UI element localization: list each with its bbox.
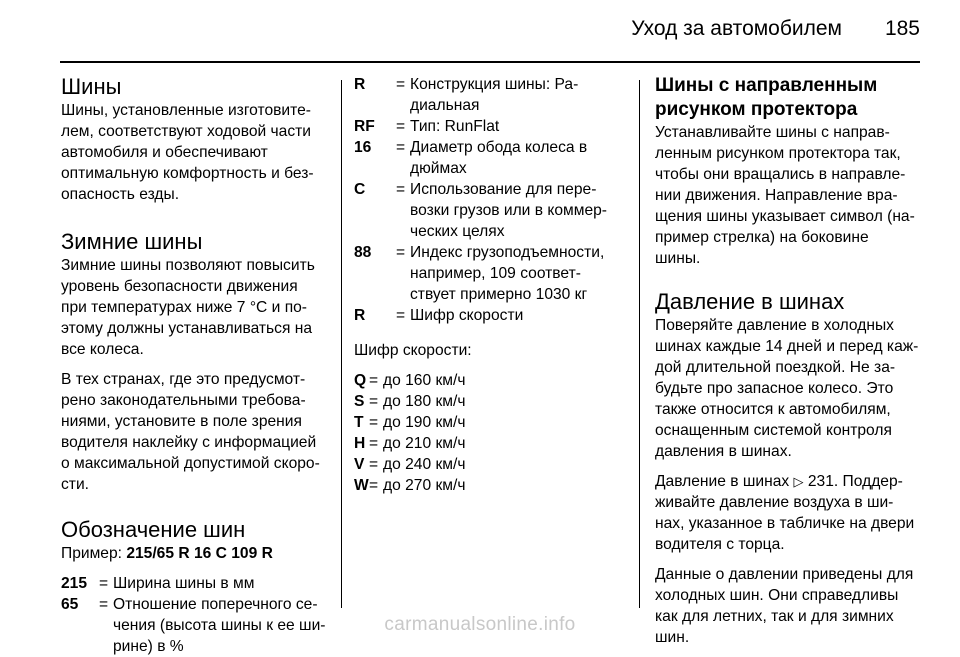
tires-paragraph: Шины, установленные изготовите- лем, соответствуют ходовой части автомобиля и обеспечивают оптимальную комфортность и без- опасность езды.: [61, 102, 314, 203]
speed-row: V = до 240 км/ч: [354, 456, 466, 473]
header-title: Уход за автомобилем: [631, 17, 842, 40]
directional-paragraph: Устанавливайте шины с направ- ленным рисунком протектора так, чтобы они вращались в направле- нии движения. Направление вра- щения шины указывает символ (на- пример стрелка) на боковине шины.: [655, 124, 915, 267]
code-row: 16 = Диаметр обода колеса в дюймах: [354, 139, 588, 177]
code-row: R = Шифр скорости: [354, 307, 524, 324]
column-divider-2: [639, 80, 640, 608]
column-3: [655, 74, 930, 648]
speed-row: T = до 190 км/ч: [354, 414, 466, 431]
section-title-tires: Шины: [61, 74, 122, 99]
code-row: C = Использование для пере- возки грузов или в коммер- ческих целях: [354, 181, 607, 240]
column-1: [61, 74, 327, 657]
page-reference-link[interactable]: 231: [807, 473, 834, 490]
winter-paragraph-1: Зимние шины позволяют повысить уровень безопасности движения при температурах ниже 7 °C и по- этому должны устанавливаться на все колеса.: [61, 257, 315, 358]
header-divider: [60, 61, 920, 63]
pressure-paragraph-1: Поверяйте давление в холодных шинах каждые 14 дней и перед каж- дой длительной поездкой. Не за- будьте про запасное колесо. Это также относится к автомобилям, оснащенным системой контроля давления в шинах.: [655, 317, 919, 460]
speed-row: S = до 180 км/ч: [354, 393, 466, 410]
pressure-paragraph-2: Давление в шинах ▷ 231. Поддер- живайте давление воздуха в ши- нах, указанное в табличке на двери водителя с торца.: [655, 473, 915, 553]
example-value: 215/65 R 16 C 109 R: [126, 545, 273, 562]
code-row: 215 = Ширина шины в мм: [61, 575, 255, 592]
section-title-directional-tires: Шины с направленным рисунком протектора: [655, 75, 878, 120]
speed-index-label: Шифр скорости:: [354, 342, 472, 359]
code-row: R = Конструкция шины: Ра- диальная: [354, 76, 579, 114]
code-row: RF = Тип: RunFlat: [354, 118, 500, 135]
watermark: carmanualsonline.info: [384, 614, 576, 635]
section-title-tire-pressure: Давление в шинах: [655, 289, 845, 314]
winter-paragraph-2: В тех странах, где это предусмот- рено законодательными требова- ниями, установите в поле зрения водителя наклейку с информацией о максимальной допустимой скоро- сти.: [61, 371, 320, 493]
example-line: Пример: 215/65 R 16 C 109 R: [61, 545, 273, 562]
page-reference-arrow-icon: ▷: [793, 474, 804, 489]
section-title-winter-tires: Зимние шины: [61, 229, 203, 254]
code-row: 65 = Отношение поперечного се- чения (высота шины к ее ши- рине) в %: [61, 596, 326, 655]
speed-row: Q = до 160 км/ч: [354, 372, 466, 389]
page-header: [0, 0, 960, 60]
column-divider-1: [341, 80, 342, 608]
speed-row: H = до 210 км/ч: [354, 435, 466, 452]
page-number: 185: [884, 17, 920, 40]
speed-row: W = до 270 км/ч: [354, 477, 466, 494]
section-title-tire-designation: Обозначение шин: [61, 517, 246, 542]
pressure-paragraph-3: Данные о давлении приведены для холодных шин. Они справедливы как для летних, так и для зимних шин.: [655, 566, 914, 646]
code-row: 88 = Индекс грузоподъемности, например, 109 соответ- ствует примерно 1030 кг: [354, 244, 605, 303]
column-2: [354, 74, 624, 496]
